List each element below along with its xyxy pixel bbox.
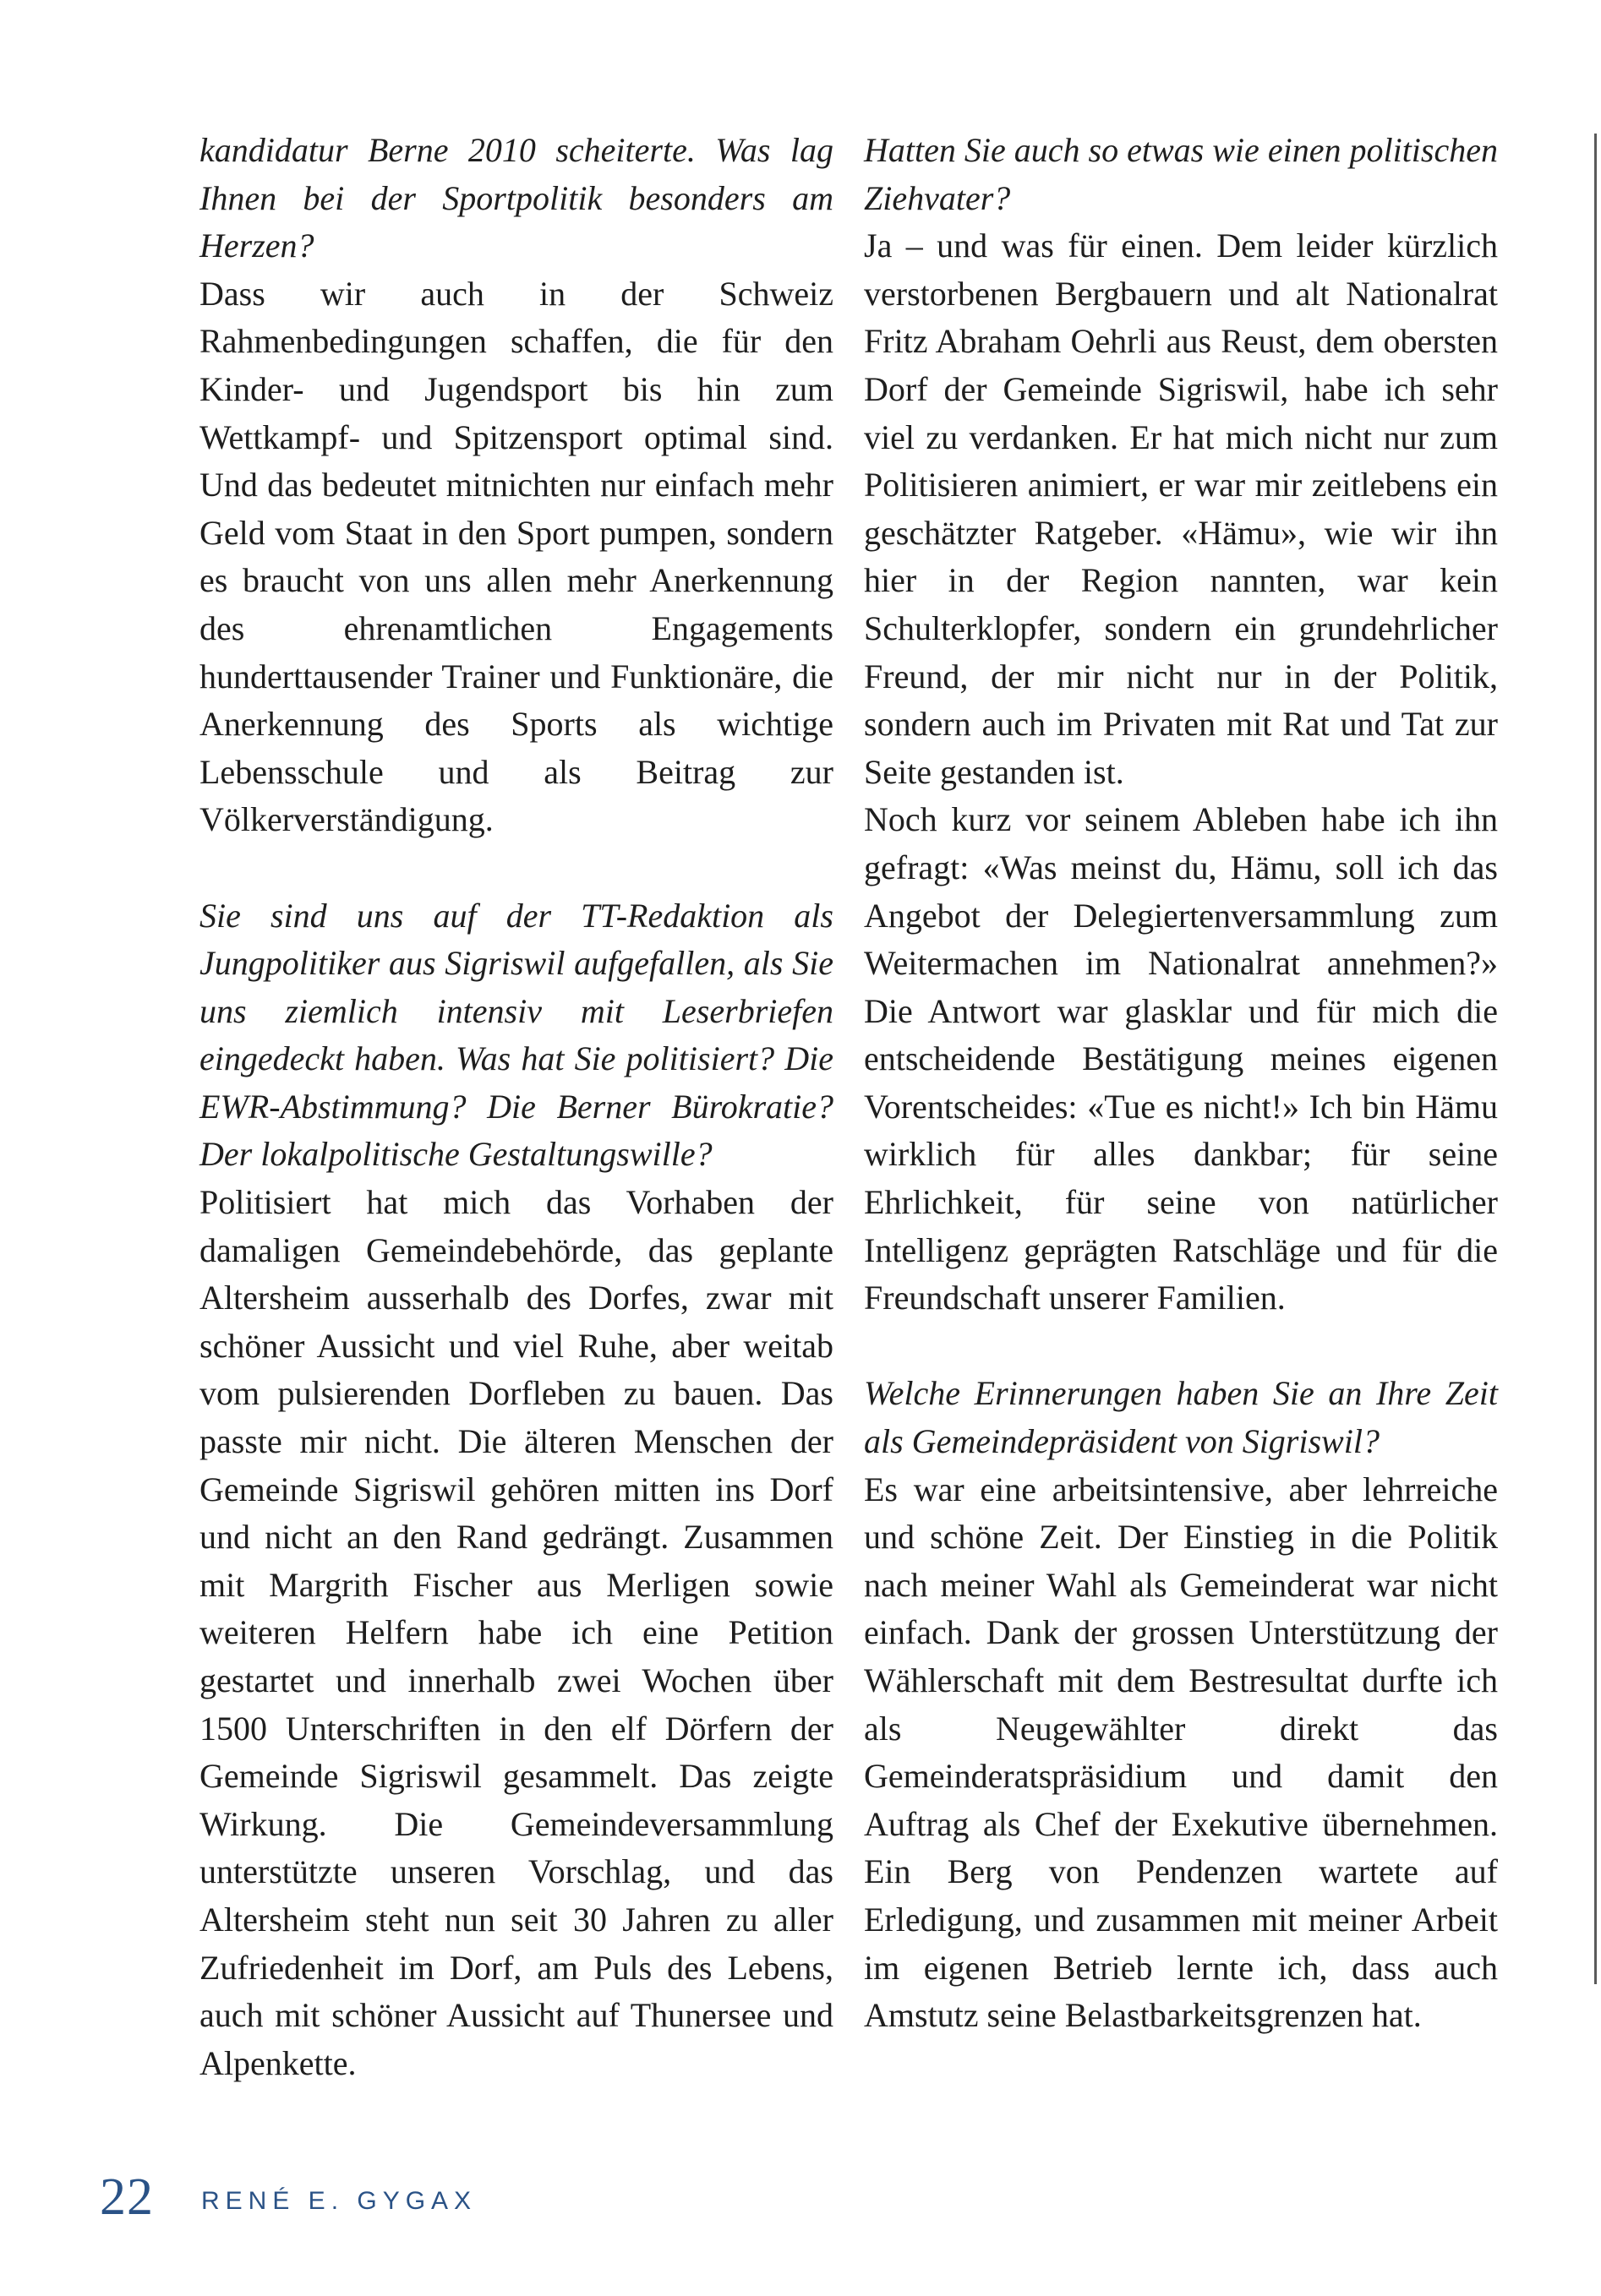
answer-paragraph: Dass wir auch in der Schweiz Rahmenbedingungen schaffen, die für den Kinder- und Jugendsport bis hin zum Wettkampf- und Spitzensport optimal sind. Und das bedeutet mitnichten nur einfach mehr Geld vom Staat in den Sport pumpen, sondern es braucht von uns allen mehr Anerkennung des ehrenamtlichen Engagements hunderttausender Trainer und Funktionäre, die Anerkennung des Sports als wichtige Lebensschule und als Beitrag zur Völkerverständigung.: [199, 274, 833, 839]
answer-paragraph: Noch kurz vor seinem Ableben habe ich ihn gefragt: «Was meinst du, Hämu, soll ich das Angebot der Delegiertenversammlung zum Weitermachen im Nationalrat annehmen?» Die Antwort war glasklar und für mich die entscheidende Bestätigung meines eigenen Vorentscheides: «Tue es nicht!» Ich bin Hämu wirklich für alles dankbar; für seine Ehrlichkeit, für seine von natürlicher Intelligenz geprägten Ratschläge und für die Freundschaft unserer Familien.: [864, 800, 1498, 1317]
question-paragraph: Sie sind uns auf der TT-Redaktion als Jungpolitiker aus Sigriswil aufgefallen, als Sie uns ziemlich intensiv mit Leserbriefen eingedeckt haben. Was hat Sie politisiert? Die EWR-Abstimmung? Die Berner Bürokratie? Der lokalpolitische Gestaltungswille?: [199, 896, 833, 1174]
answer-paragraph: Es war eine arbeitsintensive, aber lehrreiche und schöne Zeit. Der Einstieg in die Politik nach meiner Wahl als Gemeinderat war nicht einfach. Dank der grossen Unterstützung der Wählerschaft mit dem Bestresultat durfte ich als Neugewählter direkt das Gemeinderatspräsidium und damit den Auftrag als Chef der Exekutive übernehmen. Ein Berg von Pendenzen wartete auf Erledigung, und zusammen mit meiner Arbeit im eigenen Betrieb lernte ich, dass auch Amstutz seine Belastbarkeitsgrenzen hat.: [864, 1470, 1498, 2035]
page-footer: [100, 2168, 477, 2235]
answer-paragraph: Politisiert hat mich das Vorhaben der damaligen Gemeindebehörde, das geplante Altersheim ausserhalb des Dorfes, zwar mit schöner Aussicht und viel Ruhe, aber weitab vom pulsierenden Dorfleben zu bauen. Das passte mir nicht. Die älteren Menschen der Gemeinde Sigriswil gehören mitten ins Dorf und nicht an den Rand gedrängt. Zusammen mit Margrith Fischer aus Merligen sowie weiteren Helfern habe ich eine Petition gestartet und innerhalb zwei Wochen über 1500 Unterschriften in den elf Dörfern der Gemeinde Sigriswil gesammelt. Das zeigte Wirkung. Die Gemeindeversammlung unterstützte unseren Vorschlag, und das Altersheim steht nun seit 30 Jahren zu aller Zufriedenheit im Dorf, am Puls des Lebens, auch mit schöner Aussicht auf Thunersee und Alpenkette.: [199, 1183, 833, 2082]
page-number: 22: [100, 2168, 154, 2226]
question-paragraph: kandidatur Berne 2010 scheiterte. Was lag Ihnen bei der Sportpolitik besonders am Herzen?: [199, 131, 833, 265]
left-column: [199, 127, 833, 2087]
running-head-author: RENÉ E. GYGAX: [201, 2187, 478, 2215]
page-edge-line: [1594, 134, 1597, 1984]
right-column: [864, 127, 1498, 2040]
question-paragraph: Welche Erinnerungen haben Sie an Ihre Zeit als Gemeindepräsident von Sigriswil?: [864, 1374, 1498, 1461]
answer-paragraph: Ja – und was für einen. Dem leider kürzlich verstorbenen Bergbauern und alt Nationalrat Fritz Abraham Oehrli aus Reust, dem obersten Dorf der Gemeinde Sigriswil, habe ich sehr viel zu verdanken. Er hat mich nicht nur zum Politisieren animiert, er war mir zeitlebens ein geschätzter Ratgeber. «Hämu», wie wir ihn hier in der Region nannten, war kein Schulterklopfer, sondern ein grundehrlicher Freund, der mir nicht nur in der Politik, sondern auch im Privaten mit Rat und Tat zur Seite gestanden ist.: [864, 226, 1498, 791]
question-paragraph: Hatten Sie auch so etwas wie einen politischen Ziehvater?: [864, 131, 1498, 217]
